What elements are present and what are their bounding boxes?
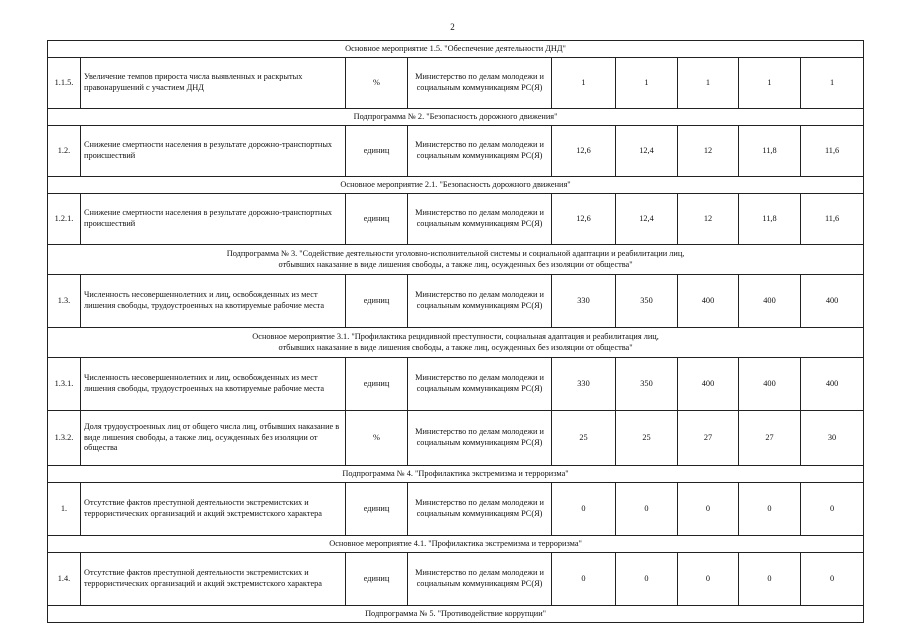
value-cell: 12,4 — [616, 126, 678, 177]
value-cell: 400 — [678, 275, 739, 328]
indicator-name: Численность несовершеннолетних и лиц, освобожденных из мест лишения свободы, трудоустроенных на квотируемые рабочие места — [81, 358, 346, 411]
value-cell: 0 — [552, 553, 616, 606]
value-cell: 30 — [801, 411, 864, 466]
responsible-body: Министерство по делам молодежи и социальным коммуникациям РС(Я) — [408, 194, 552, 245]
responsible-body: Министерство по делам молодежи и социальным коммуникациям РС(Я) — [408, 483, 552, 536]
unit: единиц — [346, 553, 408, 606]
section-header: Основное мероприятие 4.1. "Профилактика экстремизма и терроризма" — [48, 536, 864, 553]
value-cell: 12,4 — [616, 194, 678, 245]
responsible-body: Министерство по делам молодежи и социальным коммуникациям РС(Я) — [408, 275, 552, 328]
indicator-name: Доля трудоустроенных лиц от общего числа лиц, отбывших наказание в виде лишения свободы, а также лиц, осужденных без изоляции от общества — [81, 411, 346, 466]
section-header: Подпрограмма № 2. "Безопасность дорожного движения" — [48, 109, 864, 126]
section-header-line: Подпрограмма № 3. "Содействие деятельности уголовно-исполнительной системы и социальной адаптации и реабилитации лиц, — [226, 248, 685, 258]
row-number: 1.3.2. — [48, 411, 81, 466]
indicator-name: Снижение смертности населения в результате дорожно-транспортных происшествий — [81, 194, 346, 245]
row-number: 1.3. — [48, 275, 81, 328]
value-cell: 25 — [552, 411, 616, 466]
indicator-name: Отсутствие фактов преступной деятельности экстремистских и террористических организаций и акций экстремистского характера — [81, 483, 346, 536]
unit: единиц — [346, 126, 408, 177]
indicator-name: Увеличение темпов прироста числа выявленных и раскрытых правонарушений с участием ДНД — [81, 58, 346, 109]
indicator-name: Численность несовершеннолетних и лиц, освобожденных из мест лишения свободы, трудоустроенных на квотируемые рабочие места — [81, 275, 346, 328]
value-cell: 0 — [616, 483, 678, 536]
unit: единиц — [346, 275, 408, 328]
section-header-row — [48, 177, 864, 194]
unit: единиц — [346, 358, 408, 411]
page-number: 2 — [450, 22, 455, 32]
value-cell: 1 — [552, 58, 616, 109]
row-number: 1.2.1. — [48, 194, 81, 245]
value-cell: 0 — [552, 483, 616, 536]
responsible-body: Министерство по делам молодежи и социальным коммуникациям РС(Я) — [408, 358, 552, 411]
row-number: 1. — [48, 483, 81, 536]
value-cell: 330 — [552, 275, 616, 328]
value-cell: 350 — [616, 358, 678, 411]
section-header: Основное мероприятие 1.5. "Обеспечение деятельности ДНД" — [48, 41, 864, 58]
value-cell: 0 — [801, 483, 864, 536]
value-cell: 400 — [739, 275, 801, 328]
value-cell: 11,8 — [739, 126, 801, 177]
row-number: 1.4. — [48, 553, 81, 606]
table-row — [48, 126, 864, 177]
responsible-body: Министерство по делам молодежи и социальным коммуникациям РС(Я) — [408, 58, 552, 109]
table-row — [48, 553, 864, 606]
unit: % — [346, 58, 408, 109]
value-cell: 1 — [678, 58, 739, 109]
value-cell: 330 — [552, 358, 616, 411]
section-header-row — [48, 328, 864, 358]
section-header-line: отбывших наказание в виде лишения свободы, а также лиц, осужденных без изоляции от общества" — [278, 342, 633, 352]
value-cell: 12 — [678, 126, 739, 177]
value-cell: 27 — [678, 411, 739, 466]
value-cell: 0 — [616, 553, 678, 606]
value-cell: 0 — [678, 483, 739, 536]
value-cell: 11,6 — [801, 194, 864, 245]
value-cell: 400 — [739, 358, 801, 411]
value-cell: 0 — [678, 553, 739, 606]
value-cell: 12,6 — [552, 126, 616, 177]
table-row — [48, 194, 864, 245]
value-cell: 11,6 — [801, 126, 864, 177]
value-cell: 400 — [801, 358, 864, 411]
table-row — [48, 358, 864, 411]
value-cell: 25 — [616, 411, 678, 466]
value-cell: 400 — [801, 275, 864, 328]
value-cell: 1 — [616, 58, 678, 109]
section-header-row — [48, 606, 864, 623]
value-cell: 0 — [801, 553, 864, 606]
section-header — [48, 245, 864, 275]
responsible-body: Министерство по делам молодежи и социальным коммуникациям РС(Я) — [408, 553, 552, 606]
indicator-name: Снижение смертности населения в результате дорожно-транспортных происшествий — [81, 126, 346, 177]
table-row — [48, 58, 864, 109]
row-number: 1.3.1. — [48, 358, 81, 411]
row-number: 1.2. — [48, 126, 81, 177]
indicator-name: Отсутствие фактов преступной деятельности экстремистских и террористических организаций и акций экстремистского характера — [81, 553, 346, 606]
section-header-line: отбывших наказание в виде лишения свободы, а также лиц, осужденных без изоляции от общества" — [278, 259, 633, 269]
value-cell: 12 — [678, 194, 739, 245]
section-header: Подпрограмма № 4. "Профилактика экстремизма и терроризма" — [48, 466, 864, 483]
unit: единиц — [346, 483, 408, 536]
value-cell: 1 — [801, 58, 864, 109]
section-header: Основное мероприятие 2.1. "Безопасность дорожного движения" — [48, 177, 864, 194]
unit: единиц — [346, 194, 408, 245]
table-row — [48, 275, 864, 328]
section-header — [48, 328, 864, 358]
value-cell: 1 — [739, 58, 801, 109]
section-header-row — [48, 109, 864, 126]
responsible-body: Министерство по делам молодежи и социальным коммуникациям РС(Я) — [408, 411, 552, 466]
row-number: 1.1.5. — [48, 58, 81, 109]
value-cell: 400 — [678, 358, 739, 411]
section-header: Подпрограмма № 5. "Противодействие коррупции" — [48, 606, 864, 623]
value-cell: 0 — [739, 553, 801, 606]
value-cell: 12,6 — [552, 194, 616, 245]
value-cell: 11,8 — [739, 194, 801, 245]
unit: % — [346, 411, 408, 466]
indicators-table — [47, 40, 864, 623]
value-cell: 350 — [616, 275, 678, 328]
section-header-line: Основное мероприятие 3.1. "Профилактика рецидивной преступности, социальная адаптация и реабилитация лиц, — [252, 331, 659, 341]
section-header-row — [48, 41, 864, 58]
table-body — [48, 41, 864, 623]
table-row — [48, 411, 864, 466]
section-header-row — [48, 536, 864, 553]
value-cell: 0 — [739, 483, 801, 536]
value-cell: 27 — [739, 411, 801, 466]
section-header-row — [48, 466, 864, 483]
table-row — [48, 483, 864, 536]
section-header-row — [48, 245, 864, 275]
responsible-body: Министерство по делам молодежи и социальным коммуникациям РС(Я) — [408, 126, 552, 177]
